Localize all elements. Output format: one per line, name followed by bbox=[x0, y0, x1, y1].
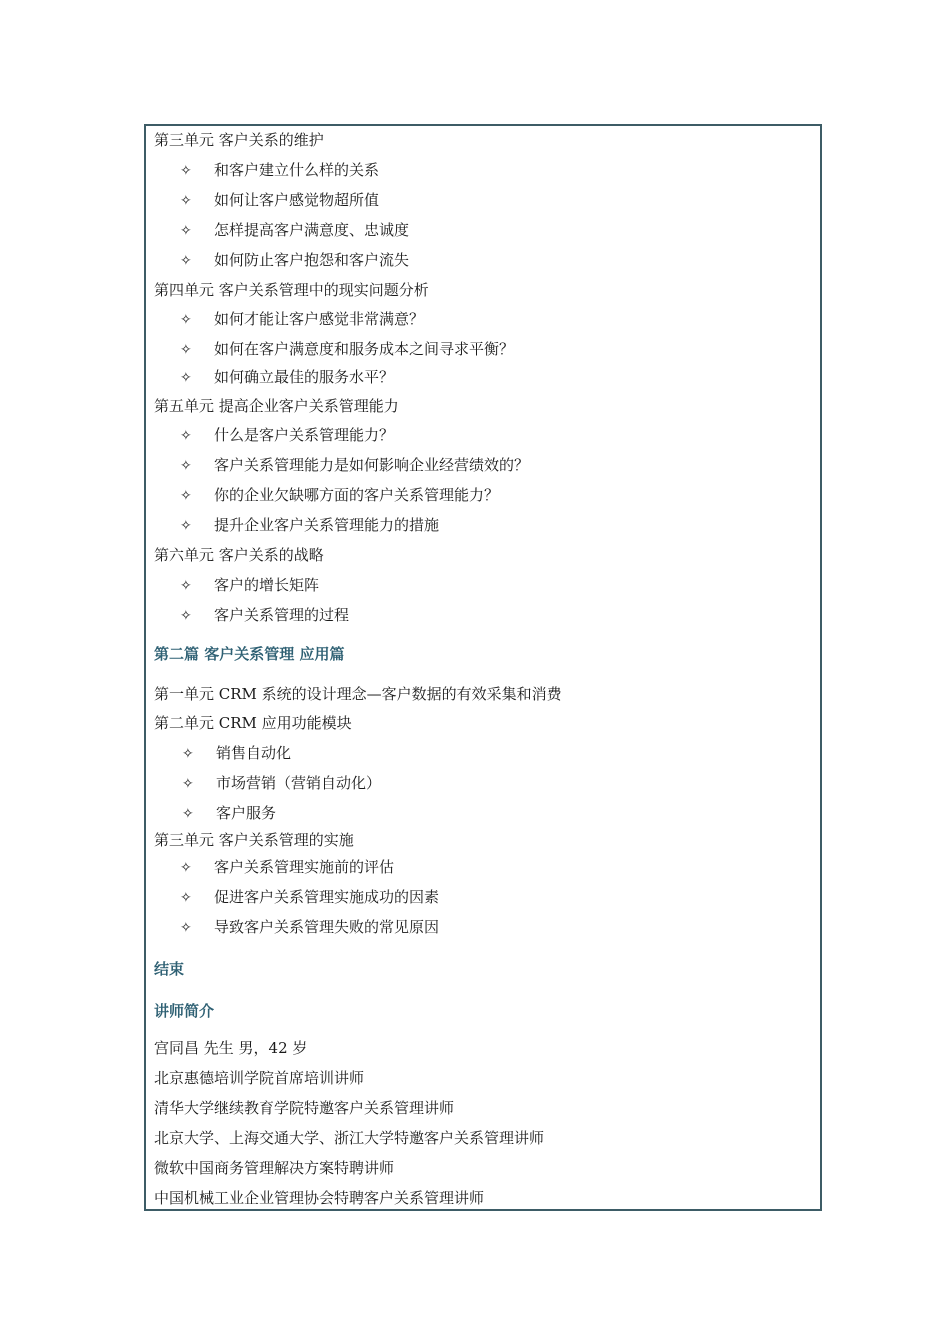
list-item: ✧ 如何在客户满意度和服务成本之间寻求平衡？ bbox=[180, 340, 515, 358]
unit-title: 第三单元 客户关系的维护 bbox=[154, 131, 324, 149]
four-pointed-star-icon: ✧ bbox=[180, 342, 192, 358]
list-item: ✧ 怎样提高客户满意度、忠诚度 bbox=[180, 221, 410, 239]
list-item: ✧ 客户服务 bbox=[182, 804, 277, 822]
section-heading-lecturer: 讲师简介 bbox=[154, 1002, 215, 1020]
list-item: ✧ 如何确立最佳的服务水平？ bbox=[180, 368, 395, 386]
unit-title: 第六单元 客户关系的战略 bbox=[154, 546, 324, 564]
list-item: ✧ 如何让客户感觉物超所值 bbox=[180, 191, 380, 209]
unit-title: 第五单元 提高企业客户关系管理能力 bbox=[154, 397, 399, 415]
lecturer-bio-line: 北京惠德培训学院首席培训讲师 bbox=[154, 1069, 365, 1087]
list-item: ✧ 客户关系管理能力是如何影响企业经营绩效的？ bbox=[180, 456, 530, 474]
section-heading: 第二篇 客户关系管理 应用篇 bbox=[154, 645, 345, 663]
unit-title: 第三单元 客户关系管理的实施 bbox=[154, 831, 354, 849]
four-pointed-star-icon: ✧ bbox=[180, 608, 192, 624]
list-item: ✧ 市场营销（营销自动化） bbox=[182, 774, 382, 792]
unit-title: 第一单元 CRM 系统的设计理念—客户数据的有效采集和消费 bbox=[154, 685, 562, 703]
list-item: ✧ 客户的增长矩阵 bbox=[180, 576, 320, 594]
unit-title: 第二单元 CRM 应用功能模块 bbox=[154, 714, 352, 732]
four-pointed-star-icon: ✧ bbox=[180, 488, 192, 504]
lecturer-bio-line: 北京大学、上海交通大学、浙江大学特邀客户关系管理讲师 bbox=[154, 1129, 545, 1147]
list-item: ✧ 导致客户关系管理失败的常见原因 bbox=[180, 918, 440, 936]
four-pointed-star-icon: ✧ bbox=[180, 890, 192, 906]
four-pointed-star-icon: ✧ bbox=[182, 806, 194, 822]
four-pointed-star-icon: ✧ bbox=[180, 223, 192, 239]
list-item: ✧ 销售自动化 bbox=[182, 744, 292, 762]
lecturer-bio-line: 微软中国商务管理解决方案特聘讲师 bbox=[154, 1159, 395, 1177]
four-pointed-star-icon: ✧ bbox=[182, 776, 194, 792]
list-item: ✧ 如何才能让客户感觉非常满意？ bbox=[180, 310, 425, 328]
four-pointed-star-icon: ✧ bbox=[180, 860, 192, 876]
four-pointed-star-icon: ✧ bbox=[180, 253, 192, 269]
list-item: ✧ 客户关系管理的过程 bbox=[180, 606, 350, 624]
four-pointed-star-icon: ✧ bbox=[182, 746, 194, 762]
four-pointed-star-icon: ✧ bbox=[180, 458, 192, 474]
four-pointed-star-icon: ✧ bbox=[180, 920, 192, 936]
four-pointed-star-icon: ✧ bbox=[180, 163, 192, 179]
four-pointed-star-icon: ✧ bbox=[180, 193, 192, 209]
list-item: ✧ 和客户建立什么样的关系 bbox=[180, 161, 380, 179]
list-item: ✧ 如何防止客户抱怨和客户流失 bbox=[180, 251, 410, 269]
four-pointed-star-icon: ✧ bbox=[180, 578, 192, 594]
list-item: ✧ 什么是客户关系管理能力？ bbox=[180, 426, 395, 444]
four-pointed-star-icon: ✧ bbox=[180, 518, 192, 534]
list-item: ✧ 促进客户关系管理实施成功的因素 bbox=[180, 888, 440, 906]
lecturer-bio-line: 清华大学继续教育学院特邀客户关系管理讲师 bbox=[154, 1099, 455, 1117]
lecturer-name: 宫同昌 先生 男，42 岁 bbox=[154, 1039, 308, 1057]
list-item: ✧ 提升企业客户关系管理能力的措施 bbox=[180, 516, 440, 534]
four-pointed-star-icon: ✧ bbox=[180, 428, 192, 444]
four-pointed-star-icon: ✧ bbox=[180, 370, 192, 386]
four-pointed-star-icon: ✧ bbox=[180, 312, 192, 328]
list-item: ✧ 你的企业欠缺哪方面的客户关系管理能力？ bbox=[180, 486, 500, 504]
unit-title: 第四单元 客户关系管理中的现实问题分析 bbox=[154, 281, 429, 299]
section-heading-ending: 结束 bbox=[154, 960, 185, 978]
list-item: ✧ 客户关系管理实施前的评估 bbox=[180, 858, 395, 876]
lecturer-bio-line: 中国机械工业企业管理协会特聘客户关系管理讲师 bbox=[154, 1189, 485, 1207]
